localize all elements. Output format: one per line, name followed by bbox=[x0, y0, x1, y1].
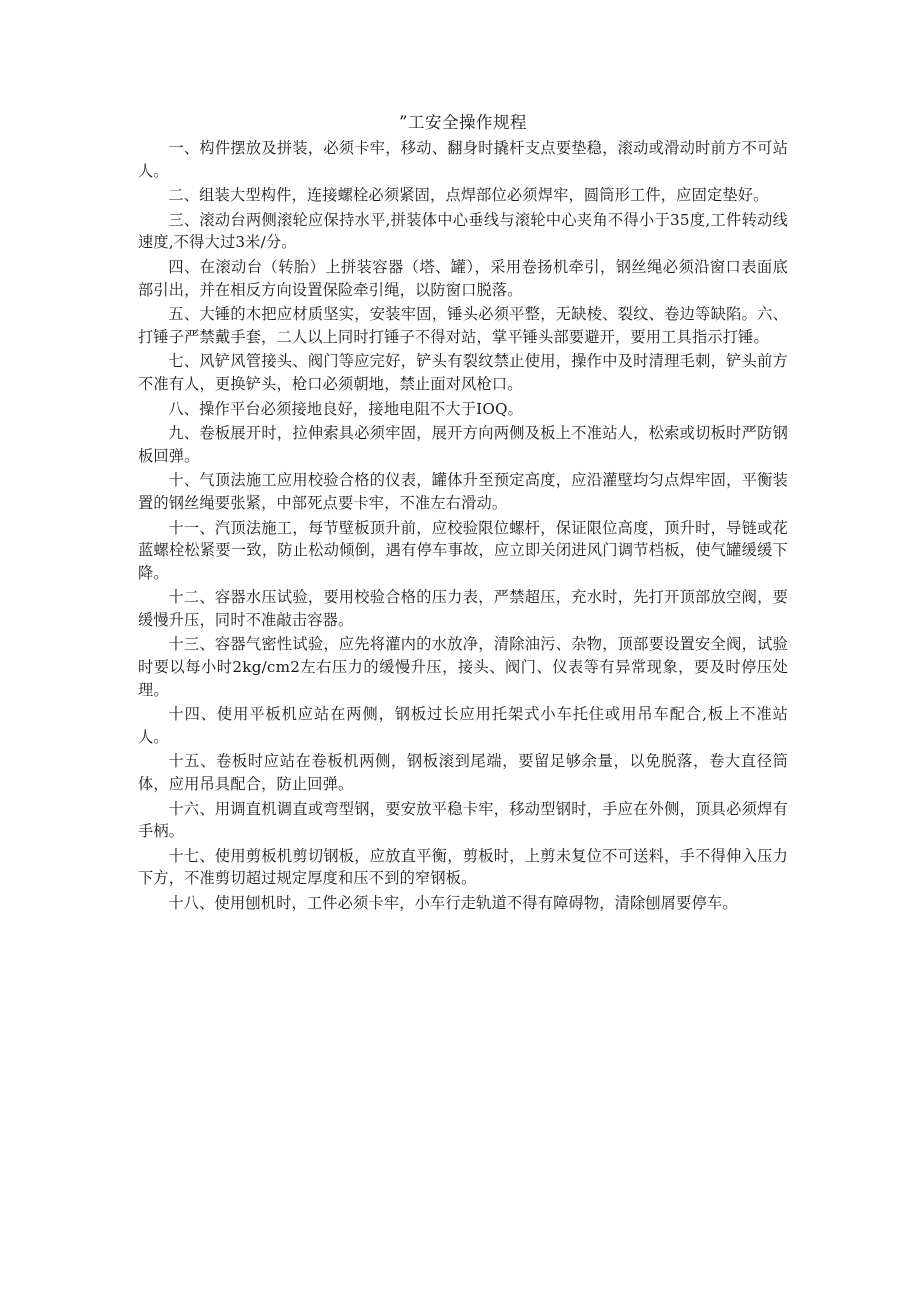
paragraph-11: 十二、容器水压试验，要用校验合格的压力表，严禁超压，充水时，先打开顶部放空阀，要缓慢升压，同时不准敲击容器。 bbox=[138, 588, 788, 629]
paragraph-16: 十七、使用剪板机剪切钢板，应放直平衡，剪板时，上剪未复位不可送料，手不得伸入压力下方，不准剪切超过规定厚度和压不到的窄钢板。 bbox=[138, 846, 788, 888]
paragraph-6: 七、风铲风管接头、阀门等应完好，铲头有裂纹禁止使用，操作中及时清理毛刺，铲头前方不准有人，更换铲头，枪口必须朝地，禁止面对风枪口。 bbox=[138, 352, 788, 393]
paragraph-12: 十三、容器气密性试验，应先将灌内的水放净，清除油污、杂物，顶部要设置安全阀，试验时要以每小时2kg/cm2左右压力的缓慢升压，接头、阀门、仪表等有异常现象，要及时停压处理。 bbox=[138, 635, 788, 699]
paragraph-14: 十五、卷板时应站在卷板机两侧，钢板滚到尾端，要留足够余量，以免脱落，卷大直径筒体，应用吊具配合，防止回弹。 bbox=[138, 752, 788, 794]
paragraph-13: 十四、使用平板机应站在两侧，钢板过长应用托架式小车托住或用吊车配合,板上不准站人。 bbox=[138, 705, 788, 746]
paragraph-5: 五、大锤的木把应材质坚实，安装牢固，锤头必须平整，无缺棱、裂纹、卷边等缺陷。六、打锤子严禁戴手套，二人以上同时打锤子不得对站，掌平锤头部要避开，要用工具指示打锤。 bbox=[138, 305, 788, 346]
document-page bbox=[138, 110, 788, 917]
paragraph-4: 四、在滚动台（转胎）上拼装容器（塔、罐），采用卷扬机牵引，钢丝绳必须沿窗口表面底部引出，并在相反方向设置保险牵引绳，以防窗口脱落。 bbox=[138, 257, 788, 299]
paragraph-1: 一、构件摆放及拼装，必须卡牢，移动、翻身时撬杆支点要垫稳，滚动或滑动时前方不可站人。 bbox=[138, 139, 788, 180]
paragraph-9: 十、气顶法施工应用校验合格的仪表，罐体升至预定高度，应沿灌壁均匀点焊牢固，平衡装置的钢丝绳要张紧，中部死点要卡牢，不准左右滑动。 bbox=[138, 471, 788, 512]
paragraph-3: 三、滚动台两侧滚轮应保持水平,拼装体中心垂线与滚轮中心夹角不得小于35度,工件转动线速度,不得大过3米/分。 bbox=[138, 210, 788, 252]
document-title: ”工安全操作规程 bbox=[399, 113, 527, 132]
paragraph-2: 二、组装大型构件，连接螺栓必须紧固，点焊部位必须焊牢，圆筒形工件，应固定垫好。 bbox=[168, 186, 769, 205]
paragraph-10: 十一、汽顶法施工，每节壁板顶升前，应校验限位螺杆，保证限位高度，顶升时，导链或花蓝螺栓松紧要一致，防止松动倾倒，遇有停车事故，应立即关闭进风门调节档板，使气罐缓缓下降。 bbox=[138, 518, 788, 582]
paragraph-17: 十八、使用刨机时，工件必须卡牢，小车行走轨道不得有障碍物，清除刨屑要停车。 bbox=[168, 894, 738, 912]
paragraph-8: 九、卷板展开时，拉伸索具必须牢固，展开方向两侧及板上不准站人，松索或切板时严防钢板回弹。 bbox=[138, 424, 788, 465]
paragraph-15: 十六、用调直机调直或弯型钢，要安放平稳卡牢，移动型钢时，手应在外侧，顶具必须焊有手柄。 bbox=[138, 799, 788, 841]
paragraph-7: 八、操作平台必须接地良好，接地电阻不大于IOQ。 bbox=[168, 399, 524, 418]
